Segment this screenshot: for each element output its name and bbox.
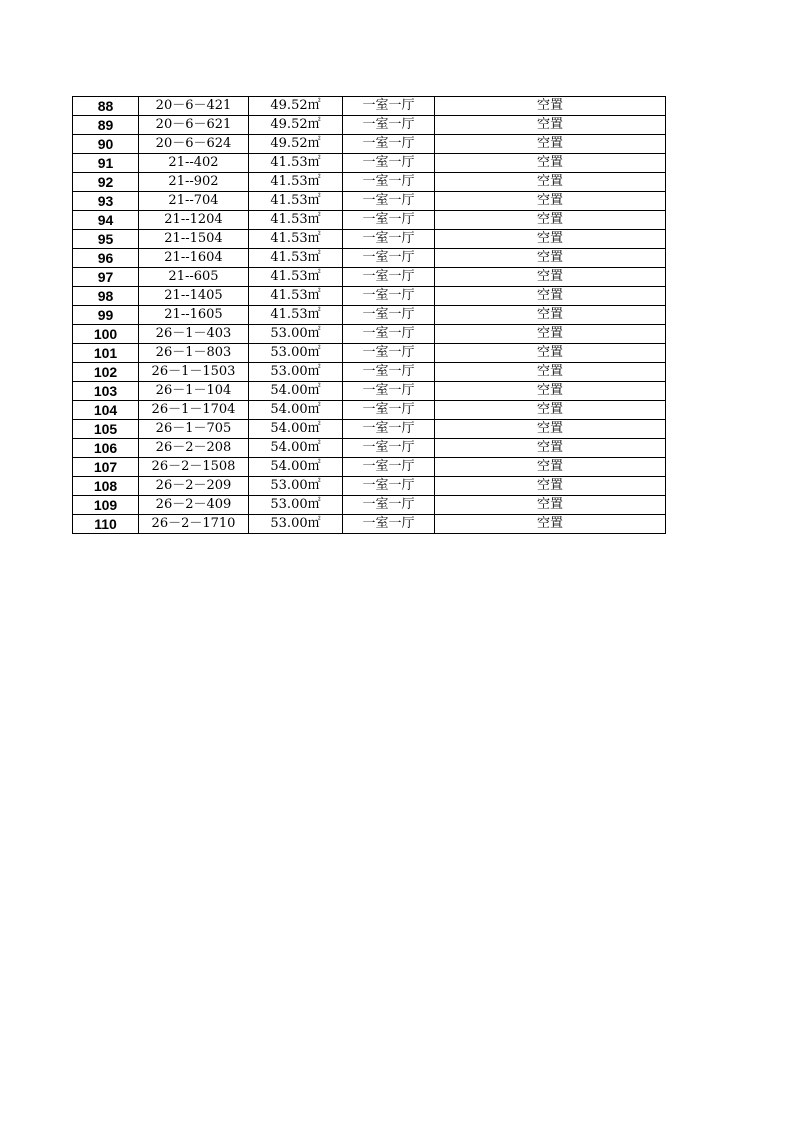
row-number-cell: 100 xyxy=(73,325,139,344)
status-cell: 空置 xyxy=(435,154,666,173)
layout-cell: 一室一厅 xyxy=(343,154,435,173)
table-row xyxy=(73,363,666,382)
table-row xyxy=(73,249,666,268)
unit-number-cell: 26－2－1508 xyxy=(139,458,249,477)
unit-number-cell: 21--402 xyxy=(139,154,249,173)
row-number-cell: 102 xyxy=(73,363,139,382)
row-number-cell: 109 xyxy=(73,496,139,515)
status-cell: 空置 xyxy=(435,515,666,534)
area-cell: 41.53㎡ xyxy=(249,211,343,230)
unit-number-cell: 21--902 xyxy=(139,173,249,192)
row-number-cell: 90 xyxy=(73,135,139,154)
row-number-cell: 101 xyxy=(73,344,139,363)
table-row xyxy=(73,344,666,363)
spreadsheet-page xyxy=(72,96,665,534)
layout-cell: 一室一厅 xyxy=(343,477,435,496)
table-row xyxy=(73,268,666,287)
area-cell: 41.53㎡ xyxy=(249,268,343,287)
area-cell: 49.52㎡ xyxy=(249,97,343,116)
table-row xyxy=(73,401,666,420)
unit-number-cell: 26－2－208 xyxy=(139,439,249,458)
area-cell: 54.00㎡ xyxy=(249,420,343,439)
unit-number-cell: 21--1204 xyxy=(139,211,249,230)
row-number-cell: 106 xyxy=(73,439,139,458)
area-cell: 41.53㎡ xyxy=(249,230,343,249)
layout-cell: 一室一厅 xyxy=(343,249,435,268)
table-row xyxy=(73,230,666,249)
layout-cell: 一室一厅 xyxy=(343,401,435,420)
area-cell: 53.00㎡ xyxy=(249,363,343,382)
area-cell: 54.00㎡ xyxy=(249,439,343,458)
row-number-cell: 105 xyxy=(73,420,139,439)
table-row xyxy=(73,420,666,439)
layout-cell: 一室一厅 xyxy=(343,173,435,192)
table-row xyxy=(73,97,666,116)
layout-cell: 一室一厅 xyxy=(343,496,435,515)
table-row xyxy=(73,325,666,344)
status-cell: 空置 xyxy=(435,477,666,496)
row-number-cell: 103 xyxy=(73,382,139,401)
layout-cell: 一室一厅 xyxy=(343,325,435,344)
area-cell: 41.53㎡ xyxy=(249,192,343,211)
table-row xyxy=(73,116,666,135)
status-cell: 空置 xyxy=(435,135,666,154)
layout-cell: 一室一厅 xyxy=(343,439,435,458)
layout-cell: 一室一厅 xyxy=(343,192,435,211)
unit-number-cell: 26－1－403 xyxy=(139,325,249,344)
status-cell: 空置 xyxy=(435,382,666,401)
layout-cell: 一室一厅 xyxy=(343,382,435,401)
status-cell: 空置 xyxy=(435,420,666,439)
status-cell: 空置 xyxy=(435,363,666,382)
area-cell: 53.00㎡ xyxy=(249,477,343,496)
row-number-cell: 93 xyxy=(73,192,139,211)
area-cell: 53.00㎡ xyxy=(249,344,343,363)
unit-number-cell: 26－2－209 xyxy=(139,477,249,496)
status-cell: 空置 xyxy=(435,401,666,420)
layout-cell: 一室一厅 xyxy=(343,268,435,287)
table-row xyxy=(73,192,666,211)
row-number-cell: 89 xyxy=(73,116,139,135)
layout-cell: 一室一厅 xyxy=(343,97,435,116)
unit-number-cell: 26－1－1704 xyxy=(139,401,249,420)
layout-cell: 一室一厅 xyxy=(343,230,435,249)
status-cell: 空置 xyxy=(435,173,666,192)
row-number-cell: 92 xyxy=(73,173,139,192)
unit-number-cell: 20－6－421 xyxy=(139,97,249,116)
layout-cell: 一室一厅 xyxy=(343,363,435,382)
table-body xyxy=(73,97,666,534)
layout-cell: 一室一厅 xyxy=(343,515,435,534)
row-number-cell: 91 xyxy=(73,154,139,173)
status-cell: 空置 xyxy=(435,496,666,515)
table-row xyxy=(73,211,666,230)
unit-number-cell: 20－6－621 xyxy=(139,116,249,135)
area-cell: 53.00㎡ xyxy=(249,325,343,344)
layout-cell: 一室一厅 xyxy=(343,287,435,306)
area-cell: 53.00㎡ xyxy=(249,515,343,534)
area-cell: 54.00㎡ xyxy=(249,458,343,477)
unit-number-cell: 26－2－409 xyxy=(139,496,249,515)
unit-number-cell: 21--1504 xyxy=(139,230,249,249)
layout-cell: 一室一厅 xyxy=(343,116,435,135)
layout-cell: 一室一厅 xyxy=(343,344,435,363)
status-cell: 空置 xyxy=(435,116,666,135)
housing-table xyxy=(72,96,666,534)
row-number-cell: 96 xyxy=(73,249,139,268)
row-number-cell: 95 xyxy=(73,230,139,249)
unit-number-cell: 21--704 xyxy=(139,192,249,211)
unit-number-cell: 26－1－104 xyxy=(139,382,249,401)
status-cell: 空置 xyxy=(435,249,666,268)
area-cell: 41.53㎡ xyxy=(249,249,343,268)
row-number-cell: 97 xyxy=(73,268,139,287)
status-cell: 空置 xyxy=(435,268,666,287)
layout-cell: 一室一厅 xyxy=(343,135,435,154)
unit-number-cell: 21--1605 xyxy=(139,306,249,325)
status-cell: 空置 xyxy=(435,439,666,458)
area-cell: 41.53㎡ xyxy=(249,154,343,173)
area-cell: 53.00㎡ xyxy=(249,496,343,515)
unit-number-cell: 26－2－1710 xyxy=(139,515,249,534)
row-number-cell: 88 xyxy=(73,97,139,116)
table-row xyxy=(73,382,666,401)
table-row xyxy=(73,287,666,306)
row-number-cell: 99 xyxy=(73,306,139,325)
row-number-cell: 104 xyxy=(73,401,139,420)
status-cell: 空置 xyxy=(435,325,666,344)
unit-number-cell: 26－1－803 xyxy=(139,344,249,363)
table-row xyxy=(73,477,666,496)
area-cell: 41.53㎡ xyxy=(249,287,343,306)
table-row xyxy=(73,135,666,154)
table-row xyxy=(73,439,666,458)
area-cell: 41.53㎡ xyxy=(249,173,343,192)
unit-number-cell: 21--1405 xyxy=(139,287,249,306)
status-cell: 空置 xyxy=(435,306,666,325)
area-cell: 54.00㎡ xyxy=(249,401,343,420)
row-number-cell: 108 xyxy=(73,477,139,496)
status-cell: 空置 xyxy=(435,97,666,116)
layout-cell: 一室一厅 xyxy=(343,211,435,230)
row-number-cell: 110 xyxy=(73,515,139,534)
row-number-cell: 107 xyxy=(73,458,139,477)
status-cell: 空置 xyxy=(435,344,666,363)
table-row xyxy=(73,496,666,515)
area-cell: 54.00㎡ xyxy=(249,382,343,401)
area-cell: 41.53㎡ xyxy=(249,306,343,325)
status-cell: 空置 xyxy=(435,458,666,477)
status-cell: 空置 xyxy=(435,211,666,230)
status-cell: 空置 xyxy=(435,230,666,249)
unit-number-cell: 26－1－705 xyxy=(139,420,249,439)
table-row xyxy=(73,306,666,325)
row-number-cell: 98 xyxy=(73,287,139,306)
status-cell: 空置 xyxy=(435,192,666,211)
unit-number-cell: 20－6－624 xyxy=(139,135,249,154)
row-number-cell: 94 xyxy=(73,211,139,230)
unit-number-cell: 21--1604 xyxy=(139,249,249,268)
area-cell: 49.52㎡ xyxy=(249,135,343,154)
status-cell: 空置 xyxy=(435,287,666,306)
table-row xyxy=(73,154,666,173)
unit-number-cell: 26－1－1503 xyxy=(139,363,249,382)
table-row xyxy=(73,458,666,477)
area-cell: 49.52㎡ xyxy=(249,116,343,135)
table-row xyxy=(73,515,666,534)
table-row xyxy=(73,173,666,192)
layout-cell: 一室一厅 xyxy=(343,458,435,477)
layout-cell: 一室一厅 xyxy=(343,306,435,325)
layout-cell: 一室一厅 xyxy=(343,420,435,439)
unit-number-cell: 21--605 xyxy=(139,268,249,287)
